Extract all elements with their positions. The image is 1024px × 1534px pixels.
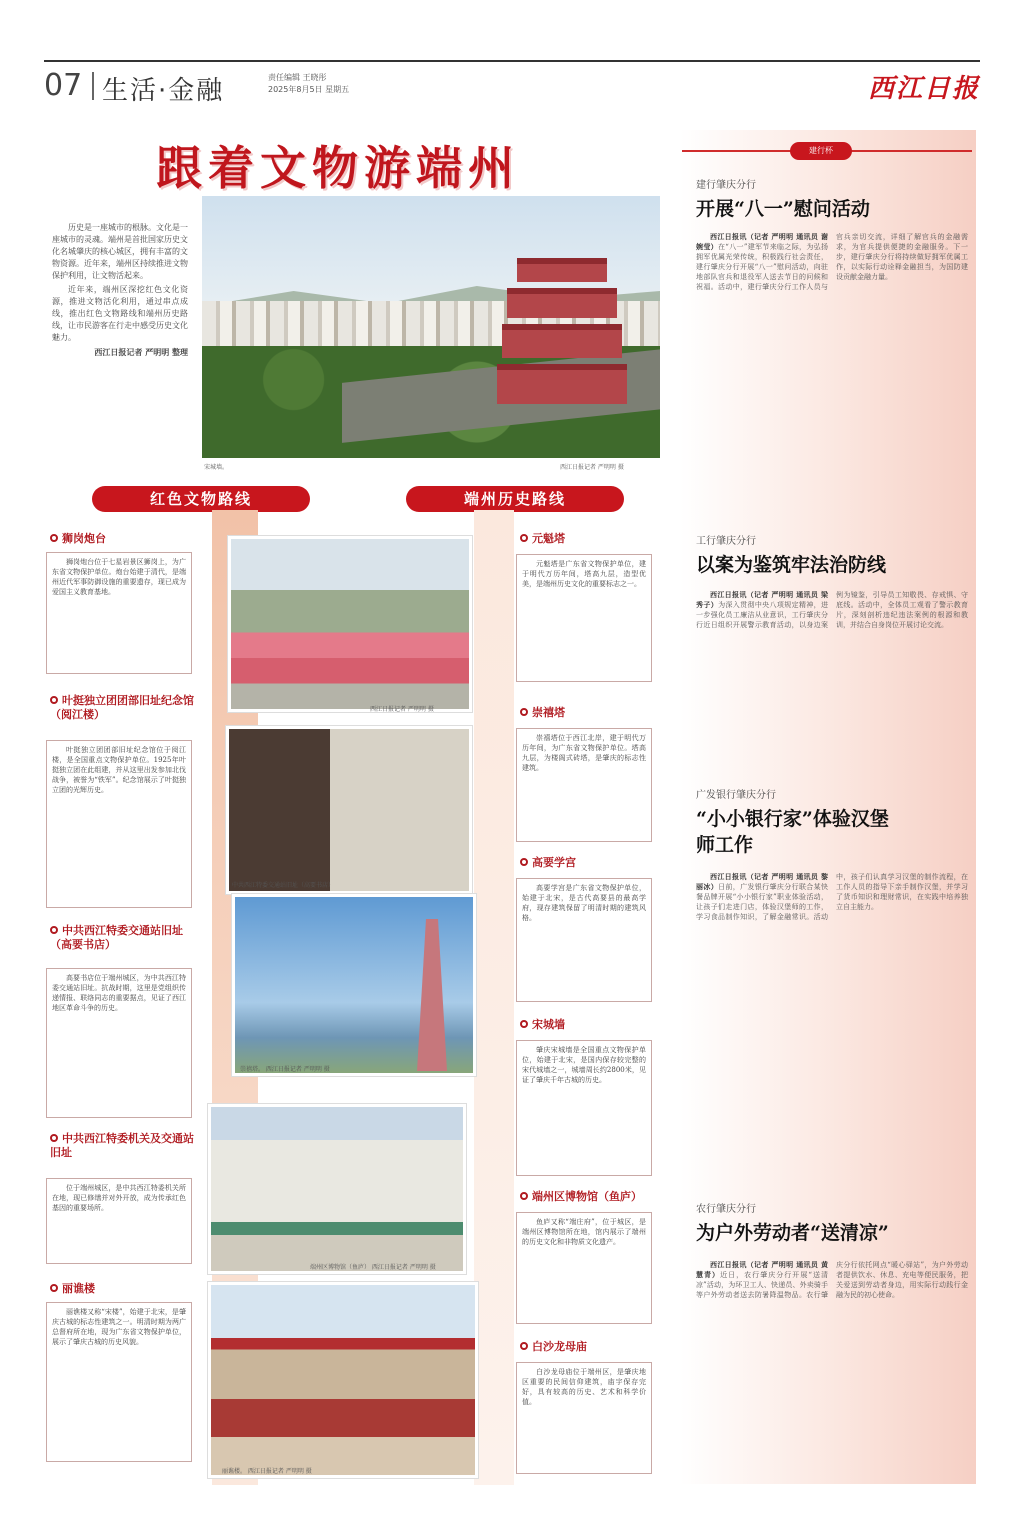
article-body: 西江日报讯（记者 严明明 通讯员 黎丽冰）日前，广发银行肇庆分行联合某快餐品牌开展“小小银行家”职业体验活动，让孩子们走进门店，体验汉堡师的工作，学习食品制作知识，了解金融常识。活动中，孩子们认真学习汉堡的制作流程，在工作人员的指导下亲手制作汉堡，并学习了货币知识和理财常识，在实践中培养独立自主能力。 bbox=[696, 872, 968, 921]
photo-caption: 崇禧塔。 西江日报记者 严明明 摄 bbox=[240, 1066, 330, 1073]
main-title: 跟着文物游端州 bbox=[156, 141, 520, 195]
site-text-liqiao: 丽谯楼又称“宋楼”，始建于北宋，是肇庆古城的标志性建筑之一。明清时期为两广总督府所在地，现为广东省文物保护单位，展示了肇庆古城的历史风貌。 bbox=[46, 1302, 192, 1462]
article-headline: 以案为鉴筑牢法治防线 bbox=[696, 554, 887, 576]
photo-credit: 西江日报记者 严明明 摄 bbox=[370, 706, 434, 713]
route-band-history bbox=[474, 510, 514, 1485]
site-title-song-wall: 宋城墙 bbox=[520, 1018, 565, 1032]
site-text-shigang: 狮岗炮台位于七星岩景区狮岗上，为广东省文物保护单位。炮台始建于清代，是端州近代军事防御设施的重要遗存，现已成为爱国主义教育基地。 bbox=[46, 552, 192, 674]
sponsor-badge: 建行杯 bbox=[790, 142, 852, 160]
photo-caption: 中共西江特委交通站旧址（高要书店） bbox=[232, 882, 335, 889]
site-title-chongxi: 崇禧塔 bbox=[520, 706, 565, 720]
site-title-museum: 端州区博物馆（鱼庐） bbox=[520, 1190, 642, 1204]
site-title-yuankui: 元魁塔 bbox=[520, 532, 565, 546]
route-red-header: 红色文物路线 bbox=[92, 486, 310, 512]
article-bank: 农行肇庆分行 bbox=[696, 1204, 756, 1215]
article-headline: 开展“八一”慰问活动 bbox=[696, 198, 870, 220]
intro-paragraph: 历史是一座城市的根脉。文化是一座城市的灵魂。端州是首批国家历史文化名城肇庆的核心城区，拥有丰富的文物资源。近年来，端州区持续推进文物保护利用，让文物活起来。 bbox=[52, 223, 188, 280]
hero-photo bbox=[202, 196, 660, 458]
photo-caption: 丽谯楼。 西江日报记者 严明明 摄 bbox=[222, 1468, 312, 1475]
divider bbox=[92, 72, 94, 100]
site-text-longmu: 白沙龙母庙位于端州区，是肇庆地区重要的民间信仰建筑，庙宇保存完好，具有较高的历史、艺术和科学价值。 bbox=[516, 1362, 652, 1474]
site-text-song-wall: 肇庆宋城墙是全国重点文物保护单位，始建于北宋，是国内保存较完整的宋代城墙之一，城墙周长约2800米，见证了肇庆千年古城的历史。 bbox=[516, 1040, 652, 1176]
article-body: 西江日报讯（记者 严明明 通讯员 谢婉莹）在“八一”建军节来临之际，为弘扬拥军优属光荣传统，积极践行社会责任，建行肇庆分行开展“八一”慰问活动，向驻地部队官兵和退役军人送去节日的问候和祝福。活动中，建行肇庆分行工作人员与官兵亲切交流，详细了解官兵的金融需求，为官兵提供便捷的金融服务。下一步，建行肇庆分行将持续做好拥军优属工作，以实际行动诠释金融担当，为国防建设贡献金融力量。 bbox=[696, 232, 968, 291]
site-title-gaoyao-school: 高要学宫 bbox=[520, 856, 576, 870]
hero-caption: 宋城墙。 bbox=[204, 464, 229, 471]
photo-liqiao-tower bbox=[208, 1282, 478, 1478]
page-header bbox=[44, 60, 980, 104]
article-bank: 广发银行肇庆分行 bbox=[696, 790, 776, 801]
site-text-museum: 鱼庐又称“端庄府”，位于城区，是端州区博物馆所在地，馆内展示了端州的历史文化和非物质文化遗产。 bbox=[516, 1212, 652, 1324]
photo-chongxi-pagoda bbox=[232, 894, 476, 1076]
site-text-yueliang: 叶挺独立团团部旧址纪念馆位于阅江楼，是全国重点文物保护单位。1925年叶挺独立团在此组建，并从这里出发参加北伐战争，被誉为“铁军”。纪念馆展示了叶挺独立团的光辉历史。 bbox=[46, 740, 192, 908]
article-bank: 建行肇庆分行 bbox=[696, 180, 756, 191]
site-title-yueliang: 叶挺独立团团部旧址纪念馆（阅江楼） bbox=[50, 694, 194, 721]
date-line: 2025年8月5日 星期五 bbox=[268, 85, 350, 94]
intro-byline: 西江日报记者 严明明 整理 bbox=[94, 347, 188, 357]
site-text-gaoyao-school: 高要学宫是广东省文物保护单位，始建于北宋，是古代高要县的最高学府，现存建筑保留了明清时期的建筑风格。 bbox=[516, 878, 652, 1002]
article-body: 西江日报讯（记者 严明明 通讯员 梁秀子）为深入贯彻中央八项规定精神，进一步强化员工廉洁从业意识，工行肇庆分行近日组织开展警示教育活动，以身边案例为镜鉴，引导员工知敬畏、存戒惧、守底线。活动中，全体员工观看了警示教育片，深刻剖析违纪违法案例的根源和教训，并结合自身岗位开展讨论交流。 bbox=[696, 590, 968, 629]
site-text-xijiang-office: 位于端州城区，是中共西江特委机关所在地，现已修缮并对外开放，成为传承红色基因的重要场所。 bbox=[46, 1178, 192, 1264]
photo-gaoyao-bookstore bbox=[226, 726, 472, 894]
article-body: 西江日报讯（记者 严明明 通讯员 黄慧青）近日，农行肇庆分行开展“送清凉”活动，为环卫工人、快递员、外卖骑手等户外劳动者送去防暑降温物品。农行肇庆分行依托网点“暖心驿站”，为户外劳动者提供饮水、休息、充电等便民服务，把关爱送到劳动者身边，用实际行动践行金融为民的初心使命。 bbox=[696, 1260, 968, 1299]
site-text-chongxi: 崇禧塔位于西江北岸，建于明代万历年间，为广东省文物保护单位。塔高九层，为楼阁式砖塔，是肇庆的标志性建筑。 bbox=[516, 728, 652, 842]
masthead-logo: 西江日报 bbox=[867, 74, 980, 104]
article-headline: “小小银行家”体验汉堡师工作 bbox=[696, 808, 889, 856]
site-text-yuankui: 元魁塔是广东省文物保护单位，建于明代万历年间，塔高九层，造型优美，是端州历史文化的重要标志之一。 bbox=[516, 554, 652, 682]
page-number: 07 bbox=[44, 68, 83, 103]
site-title-shigang: 狮岗炮台 bbox=[50, 532, 106, 546]
article-bank: 工行肇庆分行 bbox=[696, 536, 756, 547]
photo-yulu-museum bbox=[208, 1104, 466, 1274]
hero-photo-credit: 西江日报记者 严明明 摄 bbox=[560, 464, 624, 471]
route-history-header: 端州历史路线 bbox=[406, 486, 624, 512]
section-title: 生活·金融 bbox=[102, 76, 225, 106]
site-title-longmu: 白沙龙母庙 bbox=[520, 1340, 587, 1354]
site-title-gaoyao-bookstore: 中共西江特委交通站旧址（高要书店） bbox=[50, 924, 183, 951]
photo-shigang-fort bbox=[228, 536, 472, 712]
photo-pavilion bbox=[492, 258, 632, 408]
photo-caption: 端州区博物馆（鱼庐） 西江日报记者 严明明 摄 bbox=[310, 1264, 436, 1271]
editor-line: 责任编辑 王晓彤 bbox=[268, 73, 327, 82]
intro-paragraph: 近年来，端州区深挖红色文化资源，推进文物活化利用，通过串点成线，推出红色文物路线和端州历史路线，让市民游客在行走中感受历史文化魅力。 bbox=[52, 285, 188, 342]
article-headline: 为户外劳动者“送清凉” bbox=[696, 1222, 889, 1244]
page-meta bbox=[268, 72, 349, 96]
site-text-gaoyao-bookstore: 高要书店位于端州城区，为中共西江特委交通站旧址。抗战时期，这里是党组织传递情报、联络同志的重要据点，见证了西江地区革命斗争的历史。 bbox=[46, 968, 192, 1118]
site-title-liqiao: 丽谯楼 bbox=[50, 1282, 95, 1296]
site-title-xijiang-office: 中共西江特委机关及交通站旧址 bbox=[50, 1132, 194, 1159]
intro-text bbox=[52, 222, 188, 360]
